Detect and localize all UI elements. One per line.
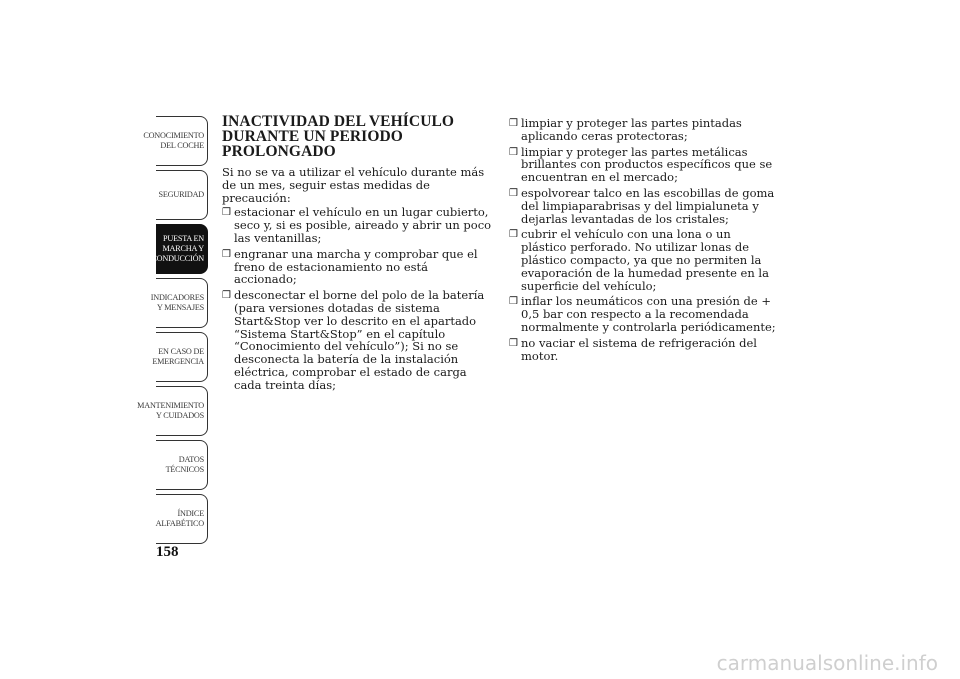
list-item-text: no vaciar el sistema de refrigeración del motor. xyxy=(521,335,757,363)
tab-label: PUESTA EN MARCHA Y CONDUCCIÓN xyxy=(151,234,204,263)
list-item-text: desconectar el borne del polo de la batería (para versiones dotadas de sistema Start&Stop ver lo descrito en el apartado “Sistema Start&Stop” en el capítulo “Conocimiento del vehículo”); Si no se desconecta la batería de la instalación eléctrica, comprobar el estado de carga cada treinta días; xyxy=(234,288,485,392)
checkbox-bullet-icon: ❒ xyxy=(509,187,518,199)
list-item-text: limpiar y proteger las partes metálicas brillantes con productos específicos que se encuentran en el mercado; xyxy=(521,144,773,185)
list-item-text: engranar una marcha y comprobar que el freno de estacionamiento no está accionado; xyxy=(234,246,478,287)
right-column xyxy=(509,117,777,365)
list-item xyxy=(222,289,494,391)
checkbox-bullet-icon: ❒ xyxy=(509,229,518,241)
tab-en-caso-de-emergencia[interactable] xyxy=(152,332,208,382)
tab-label: CONOCIMIENTO DEL COCHE xyxy=(143,131,204,150)
tab-puesta-en-marcha[interactable] xyxy=(151,224,208,274)
tab-indice-alfabetico[interactable] xyxy=(156,494,208,544)
checkbox-bullet-icon: ❒ xyxy=(222,290,231,302)
tab-mantenimiento[interactable] xyxy=(137,386,208,436)
left-bullet-list xyxy=(222,206,494,391)
list-item xyxy=(509,146,777,184)
list-item xyxy=(509,228,777,292)
list-item xyxy=(222,206,494,244)
right-bullet-list xyxy=(509,117,777,362)
tab-label: MANTENIMIENTO Y CUIDADOS xyxy=(137,401,204,420)
intro-text: Si no se va a utilizar el vehículo durante más de un mes, seguir estas medidas de precaución: xyxy=(222,165,485,205)
checkbox-bullet-icon: ❒ xyxy=(222,207,231,219)
checkbox-bullet-icon: ❒ xyxy=(222,248,231,260)
tab-label: EN CASO DE EMERGENCIA xyxy=(152,347,204,366)
list-item xyxy=(509,117,777,143)
page-number: 158 xyxy=(156,544,179,560)
checkbox-bullet-icon: ❒ xyxy=(509,146,518,158)
tab-label: SEGURIDAD xyxy=(158,190,204,199)
tab-seguridad[interactable] xyxy=(156,170,208,220)
checkbox-bullet-icon: ❒ xyxy=(509,337,518,349)
tab-conocimiento-del-coche[interactable] xyxy=(143,116,208,166)
tab-label: INDICADORES Y MENSAJES xyxy=(150,293,204,312)
list-item-text: espolvorear talco en las escobillas de goma del limpiaparabrisas y del limpialuneta y dejarlas levantadas de los cristales; xyxy=(521,185,775,226)
section-title: INACTIVIDAD DEL VEHÍCULO DURANTE UN PERIODO PROLONGADO xyxy=(222,113,455,160)
list-item xyxy=(509,295,777,333)
list-item-text: limpiar y proteger las partes pintadas aplicando ceras protectoras; xyxy=(521,116,742,143)
tab-datos-tecnicos[interactable] xyxy=(156,440,208,490)
checkbox-bullet-icon: ❒ xyxy=(509,296,518,308)
list-item xyxy=(509,337,777,363)
list-item-text: inflar los neumáticos con una presión de + 0,5 bar con respecto a la recomendada normalmente y controlarla periódicamente; xyxy=(521,294,776,334)
list-item xyxy=(222,248,494,286)
list-item-text: estacionar el vehículo en un lugar cubierto, seco y, si es posible, aireado y abrir un poco las ventanillas; xyxy=(234,205,492,245)
checkbox-bullet-icon: ❒ xyxy=(509,118,518,129)
tab-label: DATOS TÉCNICOS xyxy=(165,455,204,474)
list-item xyxy=(509,187,777,225)
tab-indicadores-y-mensajes[interactable] xyxy=(150,278,208,328)
list-item-text: cubrir el vehículo con una lona o un plástico perforado. No utilizar lonas de plástico compacto, ya que no permiten la evaporación de la humedad presente en la superficie del vehículo; xyxy=(521,227,769,293)
watermark: carmanualsonline.info xyxy=(716,651,938,675)
tab-label: ÍNDICE ALFABÉTICO xyxy=(155,509,204,528)
left-column xyxy=(222,114,494,395)
